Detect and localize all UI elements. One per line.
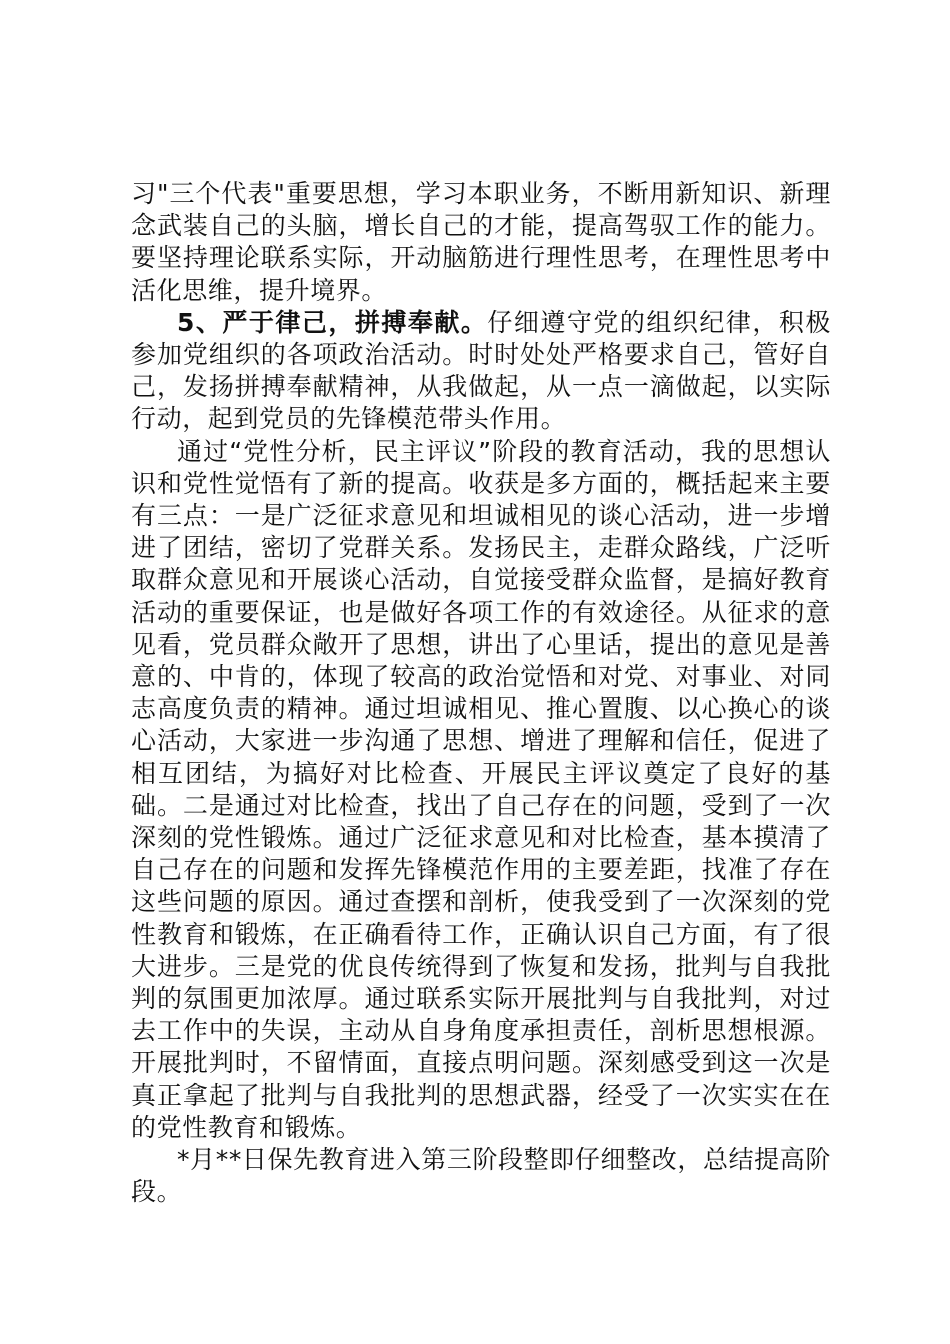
paragraph-heading: 5、严于律己，拼搏奉献。: [177, 307, 488, 337]
paragraph-4: [131, 1144, 831, 1208]
paragraph-2: [131, 307, 831, 436]
paragraph-text: *月**日保先教育进入第三阶段整即仔细整改，总结提高阶段。: [131, 1145, 831, 1207]
paragraph-1: [131, 178, 831, 307]
document-body: [131, 178, 831, 1209]
paragraph-text: 仔细遵守党的组织纪律，积极参加党组织的各项政治活动。时时处处严格要求自己，管好自己，发扬拼搏奉献精神，从我做起，从一点一滴做起，以实际行动，起到党员的先锋模范带头作用。: [131, 307, 831, 434]
paragraph-3: [131, 436, 831, 1144]
paragraph-text: 习"三个代表"重要思想，学习本职业务，不断用新知识、新理念武装自己的头脑，增长自己的才能，提高驾驭工作的能力。要坚持理论联系实际，开动脑筋进行理性思考，在理性思考中活化思维，提升境界。: [131, 179, 831, 305]
paragraph-text: 通过“党性分析，民主评议”阶段的教育活动，我的思想认识和党性觉悟有了新的提高。收获是多方面的，概括起来主要有三点：一是广泛征求意见和坦诚相见的谈心活动，进一步增进了团结，密切了党群关系。发扬民主，走群众路线，广泛听取群众意见和开展谈心活动，自觉接受群众监督，是搞好教育活动的重要保证，也是做好各项工作的有效途径。从征求的意见看，党员群众敞开了思想，讲出了心里话，提出的意见是善意的、中肯的，体现了较高的政治觉悟和对党、对事业、对同志高度负责的精神。通过坦诚相见、推心置腹、以心换心的谈心活动，大家进一步沟通了思想、增进了理解和信任，促进了相互团结，为搞好对比检查、开展民主评议奠定了良好的基础。二是通过对比检查，找出了自己存在的问题，受到了一次深刻的党性锻炼。通过广泛征求意见和对比检查，基本摸清了自己存在的问题和发挥先锋模范作用的主要差距，找准了存在这些问题的原因。通过查摆和剖析，使我受到了一次深刻的党性教育和锻炼，在正确看待工作，正确认识自己方面，有了很大进步。三是党的优良传统得到了恢复和发扬，批判与自我批判的氛围更加浓厚。通过联系实际开展批判与自我批判，对过去工作中的失误，主动从自身角度承担责任，剖析思想根源。开展批判时，不留情面，直接点明问题。深刻感受到这一次是真正拿起了批判与自我批判的思想武器，经受了一次实实在在的党性教育和锻炼。: [131, 436, 831, 1142]
